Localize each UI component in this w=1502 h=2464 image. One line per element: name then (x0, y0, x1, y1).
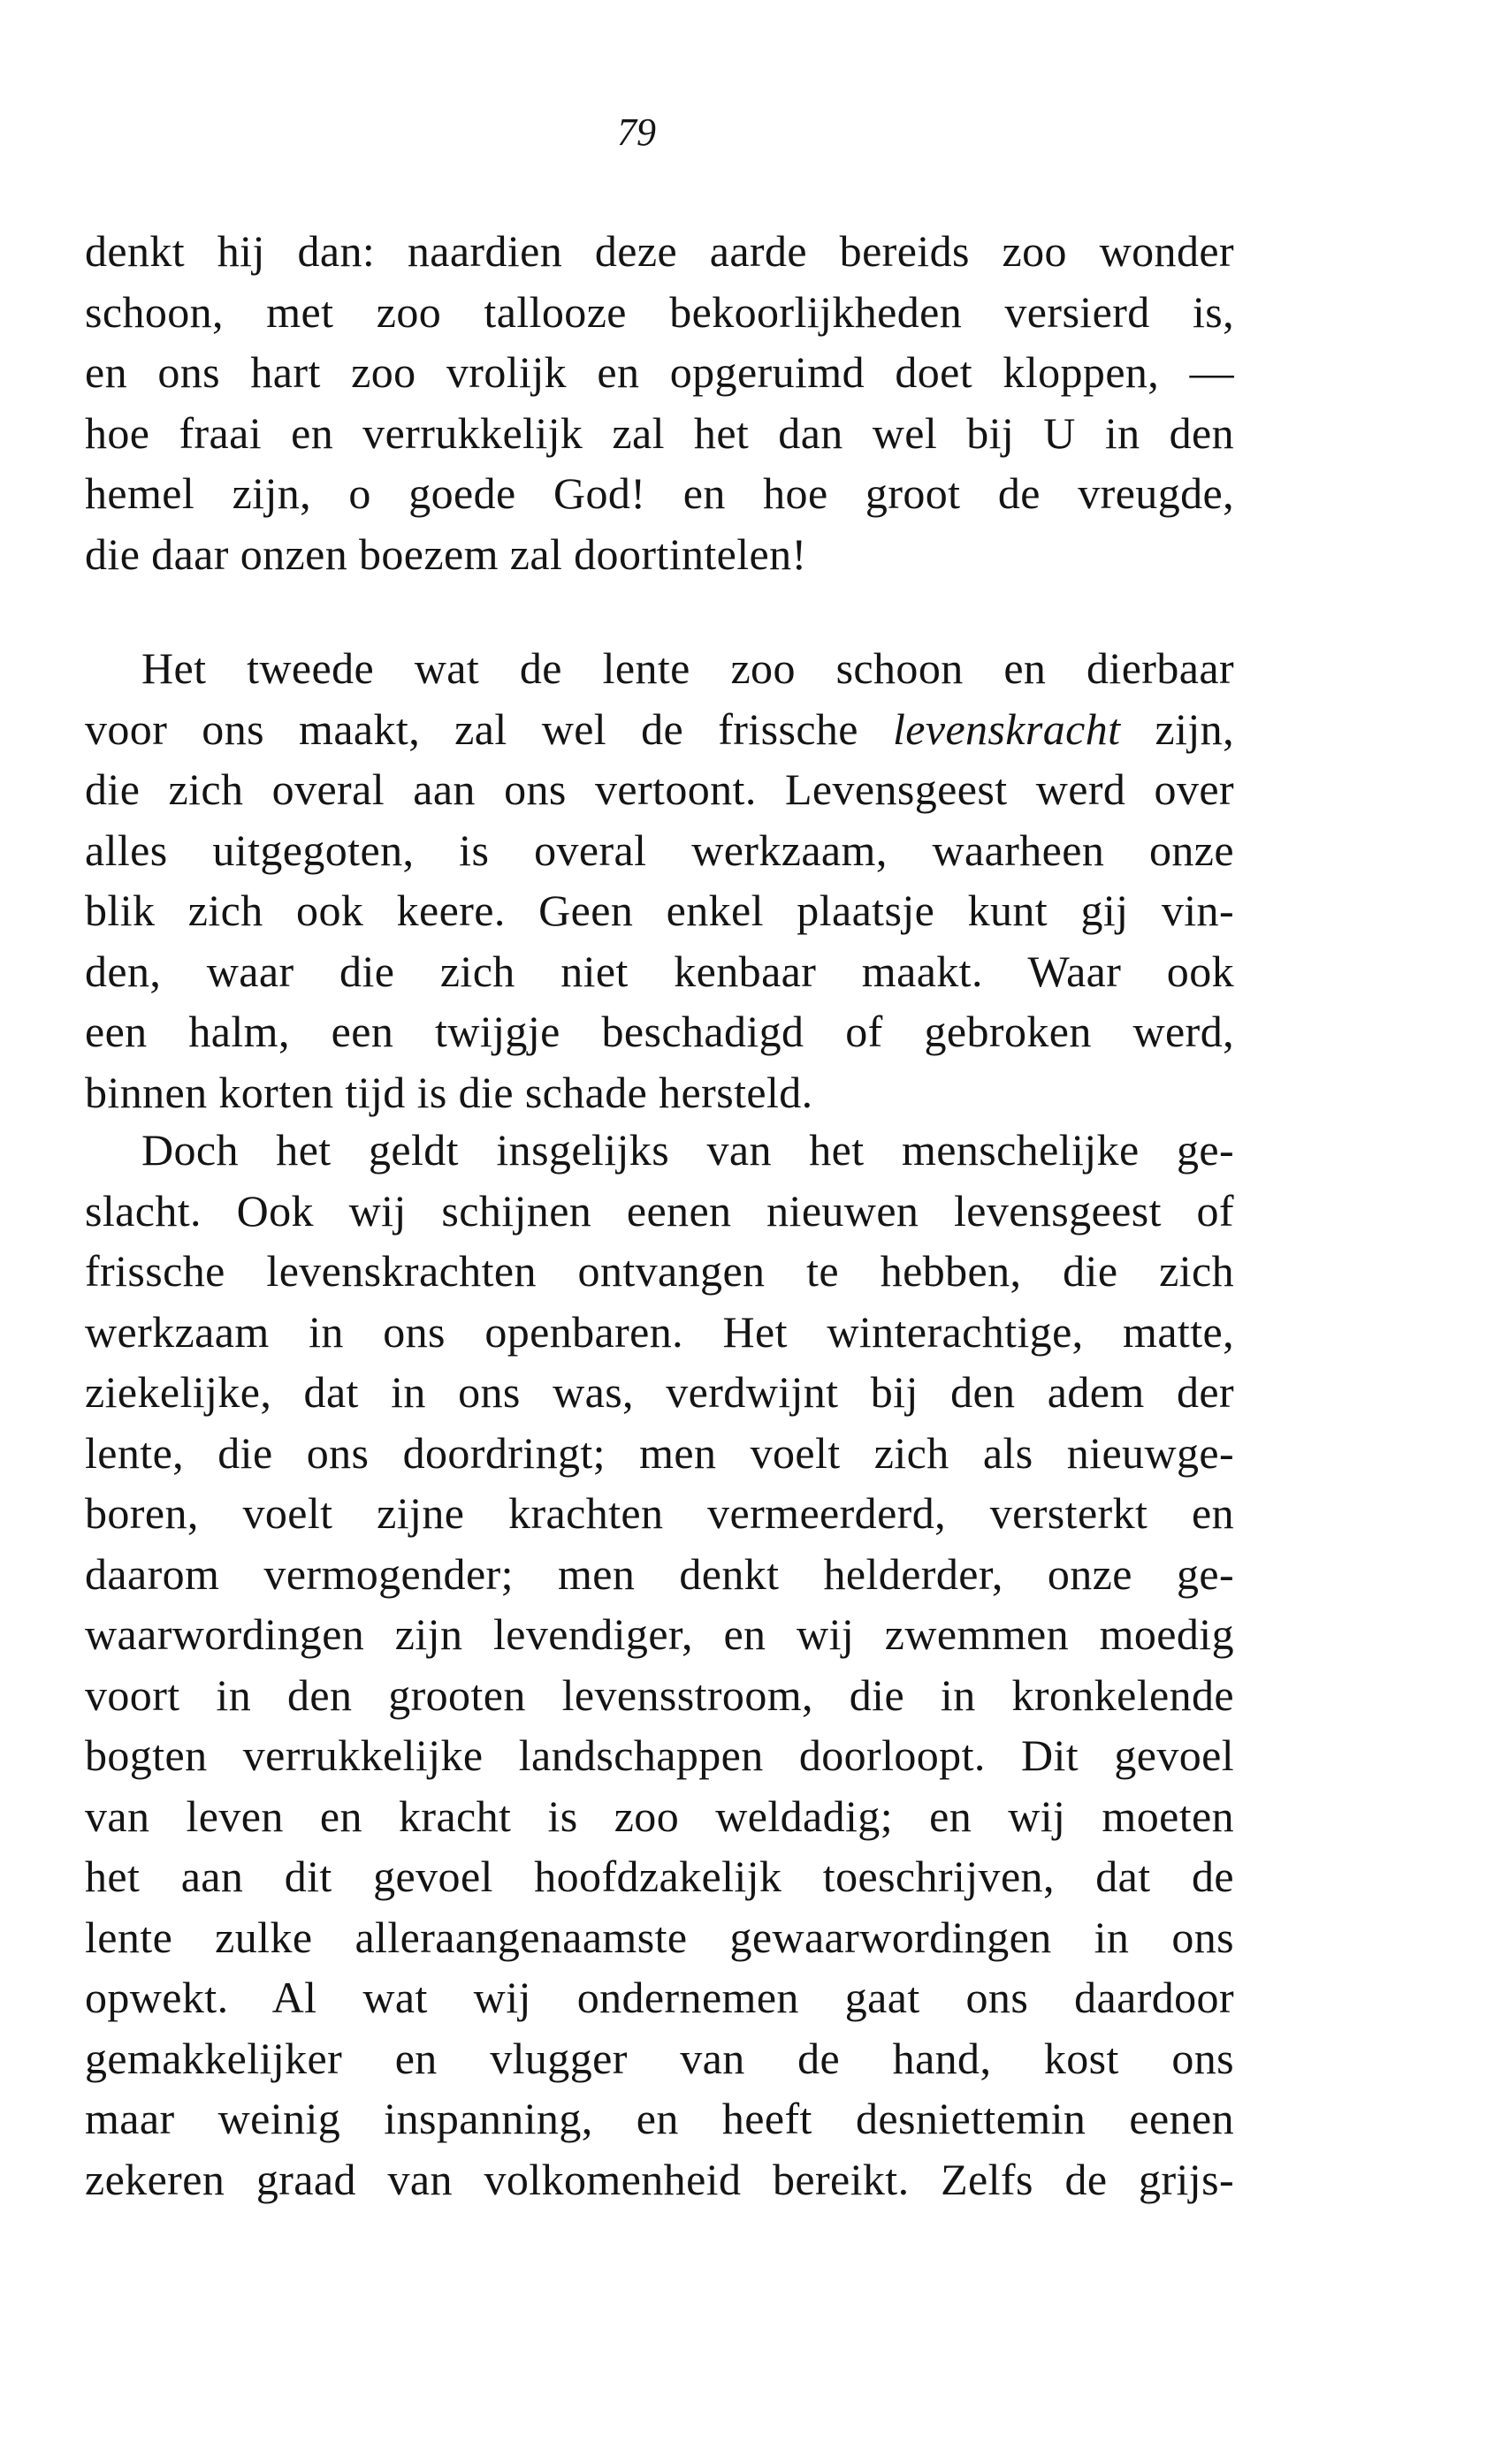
text-line: die zich overal aan ons vertoont. Levensgeest werd over (85, 764, 1234, 814)
text-line: zekeren graad van volkomenheid bereikt. Zelfs de grijs- (85, 2154, 1234, 2204)
text-line: blik zich ook keere. Geen enkel plaatsje kunt gij vin- (85, 886, 1234, 935)
text-line: het aan dit gevoel hoofdzakelijk toeschrijven, dat de (85, 1852, 1234, 1901)
paragraph-3 (85, 1120, 1234, 2209)
text-line: lente, die ons doordringt; men voelt zich als nieuwge- (85, 1427, 1234, 1478)
text-line: Het tweede wat de lente zoo schoon en dierbaar (141, 643, 1234, 693)
text-line: lente zulke alleraangenaamste gewaarwordingen in ons (85, 1912, 1234, 1962)
text-line-with-emphasis (85, 699, 1234, 760)
text-line: Doch het geldt insgelijks van het menschelijke ge- (141, 1125, 1234, 1175)
text-line: van leven en kracht is zoo weldadig; en wij moeten (85, 1791, 1234, 1841)
text-line: slacht. Ook wij schijnen eenen nieuwen levensgeest of (85, 1185, 1234, 1236)
page-number: 79 (617, 110, 656, 154)
text-line: alles uitgegoten, is overal werkzaam, waarheen onze (85, 825, 1234, 875)
text-line: die daar onzen boezem zal doortintelen! (85, 529, 807, 579)
text-line: werkzaam in ons openbaren. Het winterachtige, matte, (85, 1306, 1234, 1357)
text-line: voort in den grooten levensstroom, die in kronkelende (85, 1669, 1234, 1720)
text-line: schoon, met zoo tallooze bekoorlijkheden versierd is, (85, 286, 1234, 337)
text-line: bogten verrukkelijke landschappen doorloopt. Dit gevoel (85, 1730, 1234, 1780)
text-segment: zijn, (1155, 703, 1234, 754)
paragraph-1 (85, 221, 1234, 584)
text-line: waarwordingen zijn levendiger, en wij zwemmen moedig (85, 1609, 1234, 1659)
text-line: opwekt. Al wat wij ondernemen gaat ons daardoor (85, 1973, 1234, 2022)
text-line: hemel zijn, o goede God! en hoe groot de vreugde, (85, 468, 1234, 518)
text-line: binnen korten tijd is die schade hersteld. (85, 1067, 813, 1117)
text-line: daarom vermogender; men denkt helderder, onze ge- (85, 1548, 1234, 1599)
emphasized-term: levenskracht (892, 703, 1121, 754)
text-line: en ons hart zoo vrolijk en opgeruimd doet kloppen, — (85, 347, 1234, 397)
text-segment: voor ons maakt, zal wel de frissche (85, 703, 858, 754)
text-line: ziekelijke, dat in ons was, verdwijnt bij den adem der (85, 1367, 1234, 1417)
paragraph-2 (85, 638, 1234, 1122)
text-line: hoe fraai en verrukkelijk zal het dan wel bij U in den (85, 407, 1234, 458)
text-line: gemakkelijker en vlugger van de hand, kost ons (85, 2033, 1234, 2083)
text-line: denkt hij dan: naardien deze aarde bereids zoo wonder (85, 226, 1234, 276)
text-line: maar weinig inspanning, en heeft desniettemin eenen (85, 2094, 1234, 2143)
text-line: boren, voelt zijne krachten vermeerderd, versterkt en (85, 1488, 1234, 1538)
text-line: frissche levenskrachten ontvangen te hebben, die zich (85, 1246, 1234, 1296)
text-line: een halm, een twijgje beschadigd of gebroken werd, (85, 1007, 1234, 1056)
text-line: den, waar die zich niet kenbaar maakt. Waar ook (85, 946, 1234, 996)
